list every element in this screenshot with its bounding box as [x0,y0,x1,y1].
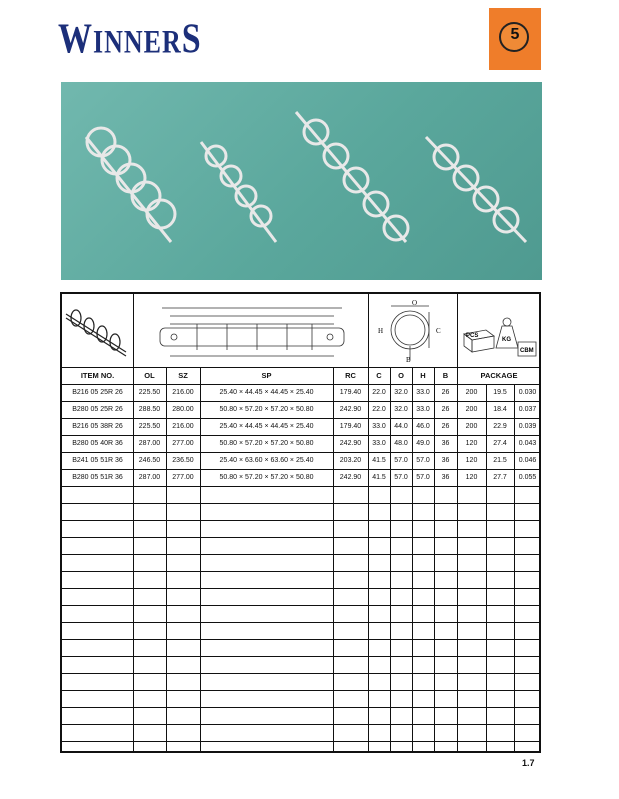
dimension-drawing-icon [142,302,362,360]
table-cell: 41.5 [372,457,386,464]
package-pcs-label: PCS [466,333,479,339]
table-cell: 216.00 [172,423,194,430]
table-cell: B280 05 25R 26 [72,406,123,413]
table-cell: 25.40 × 44.45 × 44.45 × 25.40 [219,389,314,396]
table-cell: B280 05 51R 36 [72,474,123,481]
table-cell: 242.90 [339,474,362,481]
table-cell: 179.40 [339,389,362,396]
header-h: H [420,371,426,380]
table-cell: 0.043 [518,440,537,447]
table-cell: 57.0 [416,474,430,481]
header-rc: RC [345,371,356,380]
table-cell: 200 [465,389,478,396]
table-cell: 36 [441,440,450,447]
package-kg-label: KG [502,337,511,343]
table-cell: 41.5 [372,474,386,481]
package-cbm-label: CBM [520,348,534,354]
table-cell: 225.50 [138,423,161,430]
table-cell: B216 05 25R 26 [72,389,123,396]
table-cell: 200 [465,406,478,413]
table-cell: 27.7 [493,474,507,481]
table-cell: 288.50 [138,406,161,413]
chapter-badge [489,8,541,70]
spec-table [60,292,541,753]
header-sz: SZ [178,371,188,380]
table-cell: 0.055 [518,474,537,481]
table-cell: 236.50 [172,457,194,464]
table-cell: 25.40 × 44.45 × 44.45 × 25.40 [219,423,314,430]
badge-number: 5 [510,26,520,43]
table-cell: 50.80 × 57.20 × 57.20 × 50.80 [219,406,314,413]
header-package: PACKAGE [480,371,518,380]
table-cell: 36 [441,474,450,481]
table-cell: 26 [441,423,450,430]
table-cell: 200 [465,423,478,430]
table-cell: 57.0 [394,474,408,481]
table-cell: 32.0 [394,406,408,413]
package-icon [460,304,540,362]
table-cell: 19.5 [493,389,507,396]
table-cell: 32.0 [394,389,408,396]
table-cell: 120 [465,474,478,481]
table-cell: 242.90 [339,406,362,413]
table-cell: 33.0 [372,423,386,430]
table-cell: 46.0 [416,423,430,430]
header-sp: SP [261,371,272,380]
table-cell: B241 05 51R 36 [72,457,123,464]
table-cell: B280 05 40R 36 [72,440,123,447]
table-cell: 179.40 [339,423,362,430]
table-cell: 33.0 [416,406,430,413]
page-number: 1.7 [522,758,535,768]
table-cell: 50.80 × 57.20 × 57.20 × 50.80 [219,440,314,447]
table-cell: 120 [465,457,478,464]
dim-c-label: C [436,327,441,335]
table-cell: 22.9 [493,423,507,430]
table-cell: 57.0 [394,457,408,464]
table-cell: 216.00 [172,389,194,396]
header-o: O [398,371,404,380]
table-cell: 242.90 [339,440,362,447]
ring-mechanism-photo-icon [61,82,542,280]
table-cell: 21.5 [493,457,507,464]
table-cell: B216 05 38R 26 [72,423,123,430]
dim-b-label: B [406,356,411,364]
table-cell: 277.00 [172,440,194,447]
table-cell: 50.80 × 57.20 × 57.20 × 50.80 [219,474,314,481]
table-cell: 225.50 [138,389,161,396]
table-cell: 246.50 [138,457,161,464]
table-cell: 203.20 [339,457,362,464]
table-cell: 25.40 × 63.60 × 63.60 × 25.40 [219,457,314,464]
header-ol: OL [144,371,155,380]
table-cell: 36 [441,457,450,464]
table-cell: 0.039 [518,423,537,430]
table-cell: 277.00 [172,474,194,481]
header-b: B [442,371,449,380]
table-cell: 27.4 [493,440,507,447]
table-cell: 22.0 [372,389,386,396]
table-cell: 26 [441,406,450,413]
table-cell: 287.00 [138,440,161,447]
dim-h-label: H [378,327,384,335]
table-cell: 280.00 [172,406,194,413]
table-cell: 0.030 [518,389,537,396]
table-cell: 0.046 [518,457,537,464]
ring-size-diagram-icon [370,298,455,364]
table-cell: 26 [441,389,450,396]
table-cell: 287.00 [138,474,161,481]
header-item-no: ITEM NO. [80,371,115,380]
table-cell: 18.4 [493,406,507,413]
table-cell: 57.0 [416,457,430,464]
table-cell: 22.0 [372,406,386,413]
table-cell: 48.0 [394,440,408,447]
ring-binder-icon [64,302,130,357]
table-cell: 0.037 [518,406,537,413]
table-cell: 33.0 [416,389,430,396]
brand-logo: WINNERS [58,16,202,63]
table-cell: 33.0 [372,440,386,447]
table-cell: 44.0 [394,423,408,430]
header-c: C [376,371,382,380]
dim-o-label: O [412,299,418,307]
table-cell: 120 [465,440,478,447]
table-cell: 49.0 [416,440,430,447]
product-photo [61,82,542,280]
